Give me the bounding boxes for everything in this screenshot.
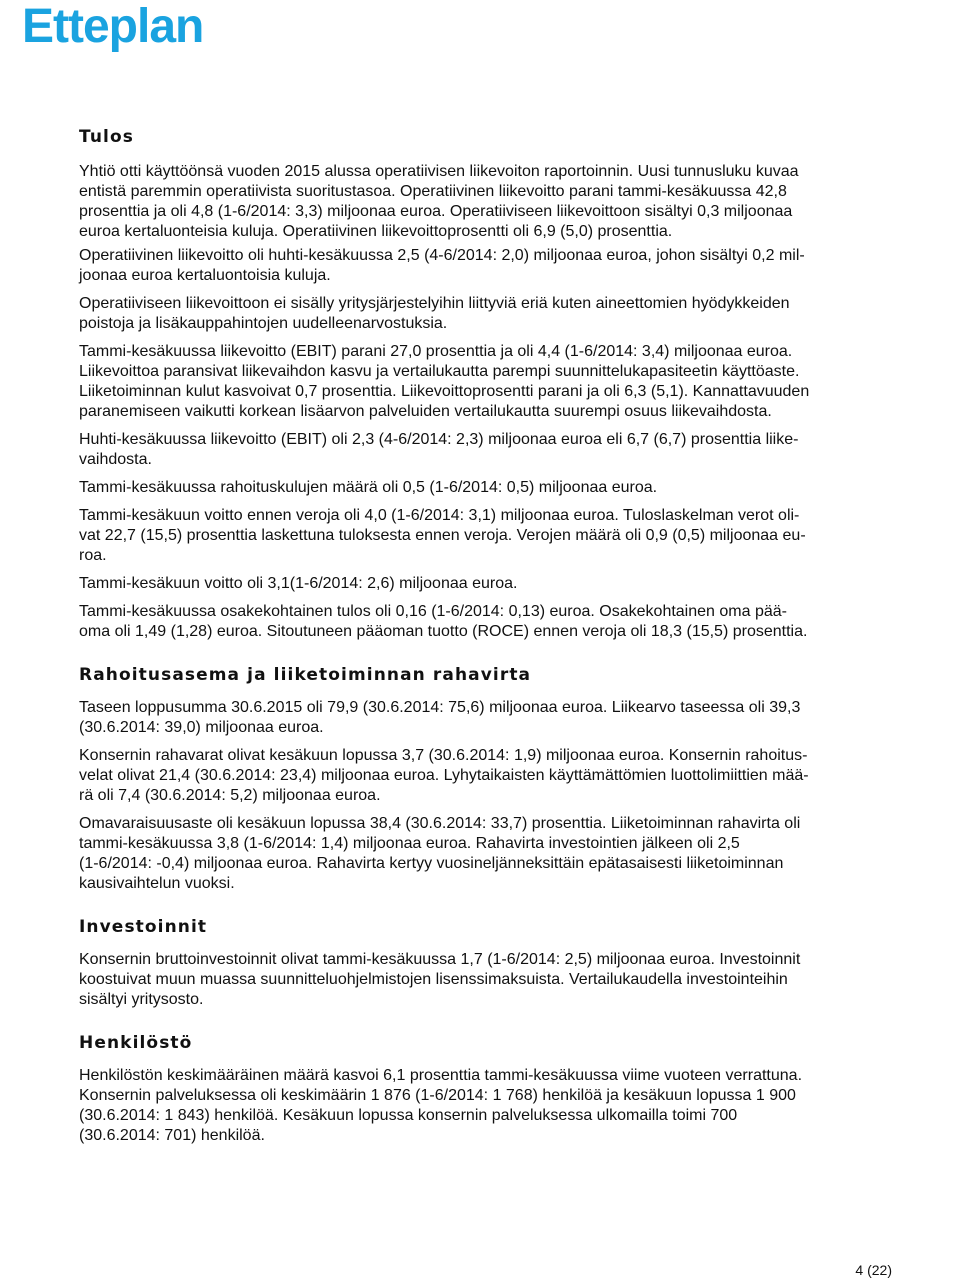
text-line: tammi-kesäkuussa 3,8 (1-6/2014: 1,4) miljoonaa euroa. Rahavirta investointien jälkeen oli 2,5 <box>79 835 740 852</box>
text-line: oma oli 1,49 (1,28) euroa. Sitoutuneen pääoman tuotto (ROCE) ennen veroja oli 18,3 (15,5) prosenttia. <box>79 623 808 640</box>
paragraph <box>79 698 899 738</box>
paragraph <box>79 746 899 806</box>
text-line: (30.6.2014: 701) henkilöä. <box>79 1127 265 1144</box>
text-line: sisältyi yritysosto. <box>79 991 204 1008</box>
text-line: Tammi-kesäkuun voitto oli 3,1(1-6/2014: 2,6) miljoonaa euroa. <box>79 575 518 592</box>
text-line: Konsernin rahavarat olivat kesäkuun lopussa 3,7 (30.6.2014: 1,9) miljoonaa euroa. Konsernin rahoitus- <box>79 747 808 764</box>
text-line: Omavaraisuusaste oli kesäkuun lopussa 38,4 (30.6.2014: 33,7) prosenttia. Liiketoiminnan rahavirta oli <box>79 815 801 832</box>
text-line: Liiketoiminnan kulut kasvoivat 0,7 prosenttia. Liikevoittoprosentti parani ja oli 6,3 (5,1). Kannattavuuden <box>79 383 810 400</box>
paragraph <box>79 574 899 594</box>
text-line: joonaa euroa kertaluontoisia kuluja. <box>79 267 331 284</box>
text-line: prosenttia ja oli 4,8 (1-6/2014: 3,3) miljoonaa euroa. Operatiiviseen liikevoittoon sisältyi 0,3 miljoonaa <box>79 203 793 220</box>
text-line: Tammi-kesäkuussa liikevoitto (EBIT) parani 27,0 prosenttia ja oli 4,4 (1-6/2014: 3,4) miljoonaa euroa. <box>79 343 793 360</box>
text-line: Operatiivinen liikevoitto oli huhti-kesäkuussa 2,5 (4-6/2014: 2,0) miljoonaa euroa, johon sisältyi 0,2 mil- <box>79 247 805 264</box>
text-line: (30.6.2014: 39,0) miljoonaa euroa. <box>79 719 324 736</box>
paragraph <box>79 162 899 242</box>
text-line: (1-6/2014: -0,4) miljoonaa euroa. Rahavirta kertyy vuosineljänneksittäin epätasaisesti liiketoiminnan <box>79 855 784 872</box>
text-line: Tammi-kesäkuussa osakekohtainen tulos oli 0,16 (1-6/2014: 0,13) euroa. Osakekohtainen oma pää- <box>79 603 787 620</box>
text-line: roa. <box>79 547 107 564</box>
paragraph <box>79 950 899 1010</box>
text-line: velat olivat 21,4 (30.6.2014: 23,4) miljoonaa euroa. Lyhytaikaisten käyttämättömien luottolimiittien mää- <box>79 767 809 784</box>
section-heading-tulos: Tulos <box>79 127 134 147</box>
section-heading-investoinnit: Investoinnit <box>79 917 208 937</box>
text-line: Operatiiviseen liikevoittoon ei sisälly yritysjärjestelyihin liittyviä eriä kuten aineettomien hyödykkeiden <box>79 295 790 312</box>
text-line: Taseen loppusumma 30.6.2015 oli 79,9 (30.6.2014: 75,6) miljoonaa euroa. Liikearvo taseessa oli 39,3 <box>79 699 801 716</box>
paragraph <box>79 342 899 422</box>
paragraph <box>79 294 899 334</box>
text-line: paranemiseen vaikutti korkean lisäarvon palveluiden vertailukautta suurempi osuus liikevaihdosta. <box>79 403 772 420</box>
text-line: vaihdosta. <box>79 451 152 468</box>
text-line: Konsernin palveluksessa oli keskimäärin 1 876 (1-6/2014: 1 768) henkilöä ja kesäkuun lopussa 1 900 <box>79 1087 796 1104</box>
text-line: poistoja ja lisäkauppahintojen uudelleenarvostuksia. <box>79 315 448 332</box>
text-line: rä oli 7,4 (30.6.2014: 5,2) miljoonaa euroa. <box>79 787 381 804</box>
text-line: koostuivat muun muassa suunnitteluohjelmistojen lisenssimaksuista. Vertailukaudella investointeihin <box>79 971 788 988</box>
paragraph <box>79 1066 899 1146</box>
text-line: Yhtiö otti käyttöönsä vuoden 2015 alussa operatiivisen liikevoiton raportoinnin. Uusi tunnusluku kuvaa <box>79 163 799 180</box>
text-line: Tammi-kesäkuun voitto ennen veroja oli 4,0 (1-6/2014: 3,1) miljoonaa euroa. Tuloslaskelman verot oli- <box>79 507 800 524</box>
text-line: entistä paremmin operatiivista suoritustasoa. Operatiivinen liikevoitto parani tammi-kesäkuussa 42,8 <box>79 183 787 200</box>
text-line: Huhti-kesäkuussa liikevoitto (EBIT) oli 2,3 (4-6/2014: 2,3) miljoonaa euroa eli 6,7 (6,7) prosenttia liike- <box>79 431 799 448</box>
paragraph <box>79 814 899 894</box>
etteplan-logo: Etteplan <box>22 0 204 53</box>
paragraph <box>79 430 899 470</box>
text-line: Liikevoittoa paransivat liikevaihdon kasvu ja vertailukautta parempi suunnittelukapasiteetin käyttöaste. <box>79 363 800 380</box>
text-line: (30.6.2014: 1 843) henkilöä. Kesäkuun lopussa konsernin palveluksessa ulkomailla toimi 700 <box>79 1107 738 1124</box>
text-line: kausivaihtelun vuoksi. <box>79 875 235 892</box>
section-heading-henkilosto: Henkilöstö <box>79 1033 193 1053</box>
text-line: Henkilöstön keskimääräinen määrä kasvoi 6,1 prosenttia tammi-kesäkuussa viime vuoteen verrattuna. <box>79 1067 803 1084</box>
paragraph <box>79 602 899 642</box>
paragraph <box>79 506 899 566</box>
text-line: euroa kertaluonteisia kuluja. Operatiivinen liikevoittoprosentti oli 6,9 (5,0) prosenttia. <box>79 223 673 240</box>
text-line: Tammi-kesäkuussa rahoituskulujen määrä oli 0,5 (1-6/2014: 0,5) miljoonaa euroa. <box>79 479 658 496</box>
text-line: Konsernin bruttoinvestoinnit olivat tammi-kesäkuussa 1,7 (1-6/2014: 2,5) miljoonaa euroa. Investoinnit <box>79 951 801 968</box>
text-line: vat 22,7 (15,5) prosenttia laskettuna tuloksesta ennen veroja. Verojen määrä oli 0,9 (0,5) miljoonaa eu- <box>79 527 806 544</box>
page-number: 4 (22) <box>855 1262 892 1278</box>
paragraph <box>79 246 899 286</box>
paragraph <box>79 478 899 498</box>
section-heading-rahoitusasema: Rahoitusasema ja liiketoiminnan rahavirta <box>79 665 532 685</box>
document-body <box>79 118 899 1146</box>
